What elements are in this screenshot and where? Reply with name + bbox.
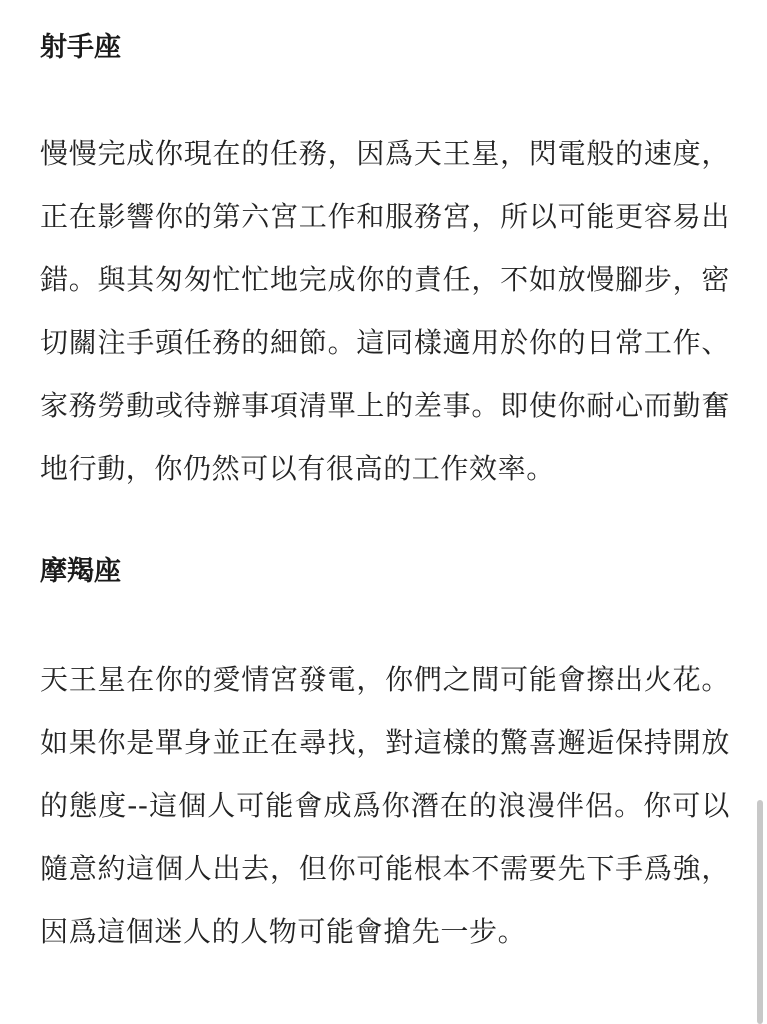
- section-paragraph-sagittarius: 慢慢完成你現在的任務，因爲天王星，閃電般的速度，正在影響你的第六宮工作和服務宮，所以可能更容易出錯。與其匆匆忙忙地完成你的責任，不如放慢腳步，密切關注手頭任務的細節。這同樣適用於你的日常工作、家務勞動或待辦事項清單上的差事。即使你耐心而勤奮地行動，你仍然可以有很高的工作效率。: [40, 137, 730, 485]
- section-heading-capricorn: 摩羯座: [40, 556, 121, 587]
- section-paragraph-capricorn: 天王星在你的愛情宮發電，你們之間可能會擦出火花。如果你是單身並正在尋找，對這樣的驚喜邂逅保持開放的態度--這個人可能會成爲你潛在的浪漫伴侶。你可以隨意約這個人出去，但你可能根本不需要先下手爲強，因爲這個迷人的人物可能會搶先一步。: [40, 663, 730, 948]
- scrollbar[interactable]: [757, 800, 763, 1024]
- section-heading-sagittarius: 射手座: [40, 32, 121, 63]
- article-content: [40, 0, 730, 963]
